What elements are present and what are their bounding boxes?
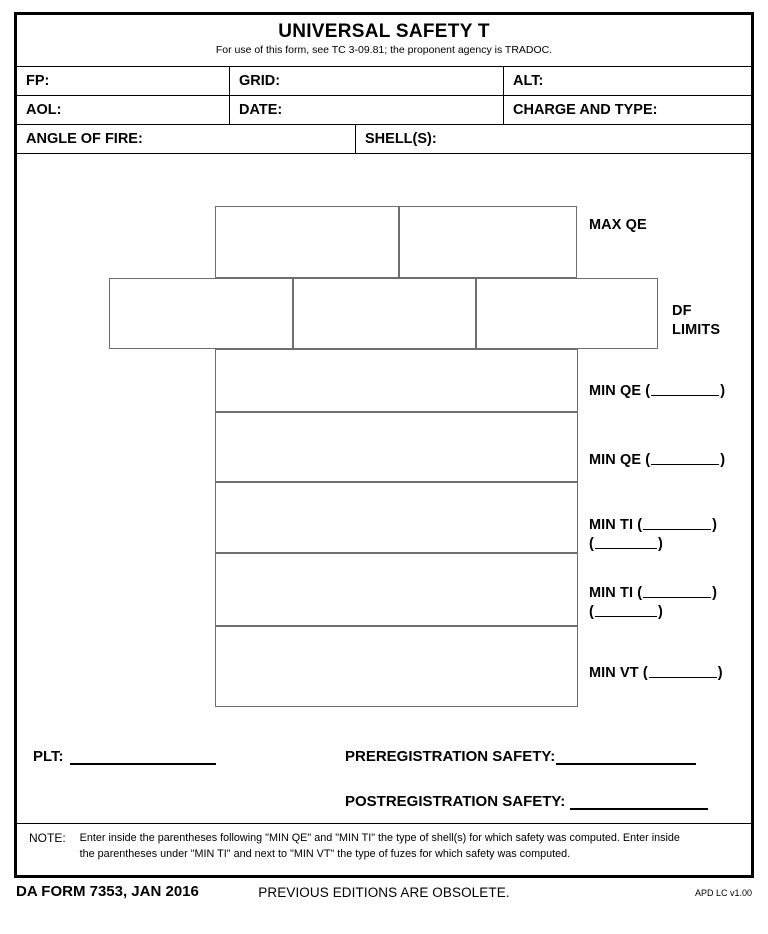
field-postregistration-safety-label: POSTREGISTRATION SAFETY: [345, 793, 566, 810]
label-min-ti-1-text: MIN TI ( [589, 517, 643, 533]
safety-t-diagram [17, 154, 751, 738]
field-grid-label: GRID: [239, 73, 281, 89]
label-max-qe [589, 216, 647, 235]
note-line-2: the parentheses under "MIN TI" and next to "MIN VT" the type of fuzes for which safety was computed. [79, 847, 571, 860]
min-qe-1-shell-blank[interactable] [651, 383, 719, 396]
field-postregistration-safety[interactable] [345, 793, 708, 810]
max-qe-cell-right[interactable] [399, 206, 577, 278]
field-preregistration-safety[interactable] [345, 748, 696, 765]
label-df-limits-line2: LIMITS [672, 322, 721, 338]
field-fp-label: FP: [26, 73, 50, 89]
form-footer [14, 882, 754, 908]
df-limits-cell-right[interactable] [476, 278, 658, 349]
footer-version: APD LC v1.00 [694, 888, 752, 898]
min-ti-2-shell-blank[interactable] [643, 585, 711, 598]
field-angle-of-fire[interactable] [17, 125, 355, 153]
header-row-2 [17, 96, 751, 125]
label-df-limits [672, 302, 720, 340]
min-ti-row-1-cell[interactable] [215, 482, 578, 553]
field-alt[interactable] [503, 67, 751, 95]
label-min-qe-2-close: ) [720, 452, 726, 468]
field-aol[interactable] [17, 96, 229, 124]
min-qe-2-shell-blank[interactable] [651, 452, 719, 465]
field-plt-label: PLT: [33, 748, 64, 765]
label-min-ti-2-line1 [589, 584, 717, 603]
label-min-vt [589, 664, 723, 683]
header-row-1 [17, 67, 751, 96]
label-df-limits-line1: DF [672, 303, 692, 319]
df-limits-cell-center[interactable] [293, 278, 476, 349]
label-min-ti-1-close: ) [712, 517, 718, 533]
field-charge-and-type-label: CHARGE AND TYPE: [513, 102, 658, 118]
label-min-ti-2-close: ) [712, 585, 718, 601]
label-min-qe-2 [589, 451, 725, 470]
min-qe-row-1-cell[interactable] [215, 349, 578, 412]
label-min-ti-2-text: MIN TI ( [589, 585, 643, 601]
df-limits-cell-left[interactable] [109, 278, 293, 349]
field-aol-label: AOL: [26, 102, 62, 118]
field-shells-label: SHELL(S): [365, 131, 437, 147]
min-qe-row-2-cell[interactable] [215, 412, 578, 482]
field-charge-and-type[interactable] [503, 96, 751, 124]
label-min-ti-1-line2 [589, 535, 717, 554]
min-ti-row-2-cell[interactable] [215, 553, 578, 626]
label-min-qe-2-text: MIN QE ( [589, 452, 651, 468]
field-fp[interactable] [17, 67, 229, 95]
label-min-ti-1-line1 [589, 516, 717, 535]
field-preregistration-safety-label: PREREGISTRATION SAFETY: [345, 748, 556, 765]
form-subtitle: For use of this form, see TC 3-09.81; the proponent agency is TRADOC. [215, 44, 553, 56]
note-line-1: Enter inside the parentheses following "MIN QE" and "MIN TI" the type of shell(s) for which safety was computed. Enter inside [79, 832, 680, 844]
form-outer-border [14, 12, 754, 878]
min-ti-1-fuze-blank[interactable] [595, 536, 657, 549]
label-min-qe-1-close: ) [720, 383, 726, 399]
label-max-qe-text: MAX QE [589, 217, 647, 233]
label-min-ti-2-sub-open: ( [589, 604, 594, 620]
min-ti-1-shell-blank[interactable] [643, 517, 711, 530]
min-ti-2-fuze-blank[interactable] [595, 604, 657, 617]
label-min-qe-1-text: MIN QE ( [589, 383, 651, 399]
label-min-ti-2-line2 [589, 603, 717, 622]
header-row-3 [17, 125, 751, 154]
page-title: UNIVERSAL SAFETY T [278, 21, 490, 42]
note-block [17, 823, 751, 875]
field-plt[interactable] [33, 748, 216, 765]
field-grid[interactable] [229, 67, 503, 95]
label-min-vt-close: ) [717, 665, 723, 681]
label-min-vt-text: MIN VT ( [589, 665, 648, 681]
field-alt-label: ALT: [513, 73, 544, 89]
footer-previous-editions: PREVIOUS EDITIONS ARE OBSOLETE. [258, 885, 510, 900]
field-postregistration-safety-input[interactable] [570, 797, 708, 810]
label-min-qe-1 [589, 382, 725, 401]
label-min-ti-2-sub-close: ) [657, 604, 663, 620]
field-date[interactable] [229, 96, 503, 124]
footer-form-id: DA FORM 7353, JAN 2016 [16, 883, 199, 900]
min-vt-row-cell[interactable] [215, 626, 578, 707]
label-min-ti-1-sub-open: ( [589, 536, 594, 552]
label-min-ti-2 [589, 584, 717, 622]
field-angle-of-fire-label: ANGLE OF FIRE: [26, 131, 143, 147]
min-vt-fuze-blank[interactable] [649, 665, 717, 678]
form-title-block [17, 15, 751, 67]
note-label: NOTE: [29, 831, 66, 845]
label-min-ti-1-sub-close: ) [657, 536, 663, 552]
field-plt-input[interactable] [70, 752, 216, 765]
max-qe-cell-left[interactable] [215, 206, 399, 278]
field-preregistration-safety-input[interactable] [556, 752, 696, 765]
bottom-fields-area [17, 738, 751, 823]
note-body [80, 831, 739, 862]
label-min-ti-1 [589, 516, 717, 554]
field-shells[interactable] [355, 125, 751, 153]
field-date-label: DATE: [239, 102, 283, 118]
